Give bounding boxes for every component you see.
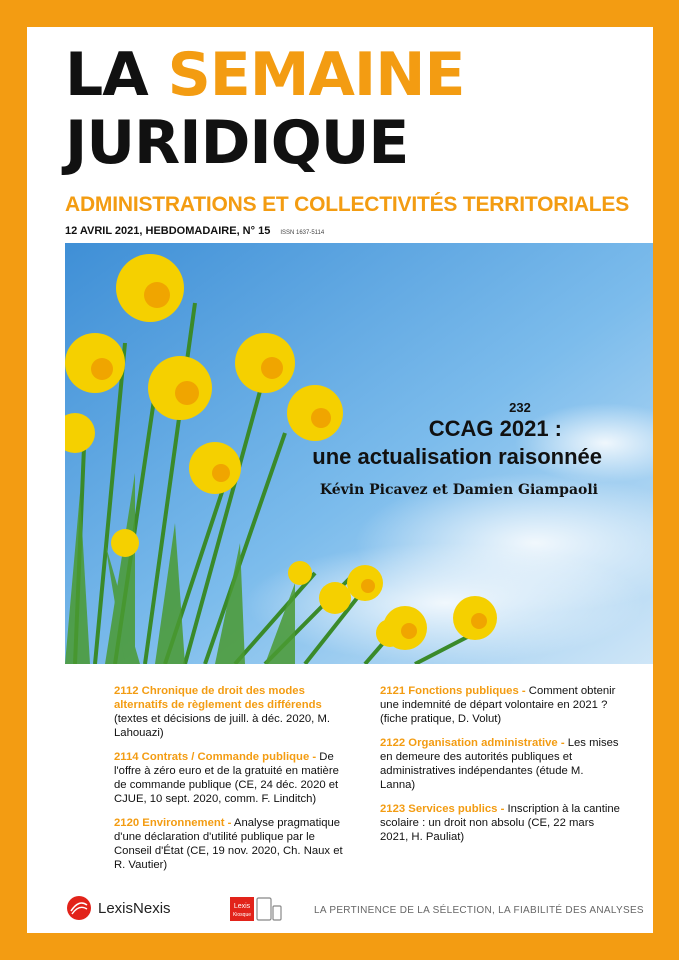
issn: ISSN 1637-5114	[280, 230, 325, 236]
feature-article[interactable]	[270, 400, 640, 498]
toc-entry-text: (textes et décisions de juill. à déc. 2020, M. Lahouazi)	[114, 713, 331, 739]
toc-entry-number: 2112	[114, 685, 139, 697]
toc-entry[interactable]	[380, 684, 620, 726]
footer	[0, 895, 679, 925]
phone-icon	[273, 906, 281, 920]
toc-entry-number: 2120	[114, 817, 140, 829]
feature-title-line2: une actualisation raisonnée	[312, 443, 602, 469]
toc-entry[interactable]	[114, 684, 354, 740]
footer-tagline: LA PERTINENCE DE LA SÉLECTION, LA FIABILITÉ DES ANALYSES	[314, 905, 644, 916]
toc-entry-number: 2114	[114, 751, 139, 763]
toc-right-column	[380, 684, 620, 854]
lexis-kiosque-badge-art	[230, 895, 282, 923]
toc-entry-number: 2121	[380, 685, 406, 697]
toc-entry[interactable]	[114, 750, 354, 806]
issue-date: 12 AVRIL 2021, HEBDOMADAIRE, N° 15	[65, 225, 271, 237]
toc-entry-category: Services publics -	[408, 803, 505, 815]
toc-entry-category: Organisation administrative -	[408, 737, 565, 749]
toc-entry-text: Les mises en demeure des autorités publiques et administratives indépendantes (étude M. Lanna)	[380, 737, 619, 791]
toc-entry[interactable]	[380, 736, 620, 792]
toc-entry-text: Comment obtenir une indemnité de départ volontaire en 2021 ? (fiche pratique, D. Volut)	[380, 685, 616, 725]
kiosque-line2: Kiosque	[232, 912, 252, 918]
toc-entry-number: 2122	[380, 737, 406, 749]
toc-entry-category: Environnement -	[142, 817, 232, 829]
masthead-title-line1	[65, 40, 465, 110]
toc-entry-category: Contrats / Commande publique -	[141, 751, 317, 763]
lexisnexis-logo-icon	[66, 895, 92, 921]
toc-entry-text: Analyse pragmatique d'une déclaration d'utilité publique par le Conseil d'État (CE, 19 nov. 2020, Ch. Naux et R. Vautier)	[114, 817, 343, 871]
lexisnexis-logo[interactable]	[66, 895, 171, 921]
issue-dateline	[65, 225, 324, 237]
toc-left-column	[114, 684, 354, 882]
toc-entry-number: 2123	[380, 803, 406, 815]
title-word-la: LA	[65, 40, 148, 110]
lexis-kiosque-badge[interactable]	[230, 895, 282, 923]
tablet-icon	[257, 898, 271, 920]
lexisnexis-wordmark: LexisNexis	[98, 899, 171, 917]
feature-authors: Kévin Picavez et Damien Giampaoli	[319, 482, 598, 498]
orange-edge	[653, 243, 679, 664]
feature-number: 232	[509, 400, 531, 415]
masthead-subtitle: ADMINISTRATIONS ET COLLECTIVITÉS TERRITORIALES	[65, 193, 630, 216]
title-word-semaine: SEMAINE	[167, 40, 465, 110]
toc-entry-text: De l'offre à zéro euro et de la gratuité en matière de commande publique (CE, 24 déc. 2020 et CJUE, 10 sept. 2020, comm. F. Linditch)	[114, 751, 339, 805]
masthead-title-line2: JURIDIQUE	[65, 108, 409, 178]
toc-entry-category: Fonctions publiques -	[408, 685, 526, 697]
feature-title-line1: CCAG 2021 :	[428, 416, 562, 441]
toc-entry-category: Chronique de droit des modes alternatifs de règlement des différends	[114, 685, 322, 711]
toc-entry[interactable]	[380, 802, 620, 844]
toc-entry[interactable]	[114, 816, 354, 872]
toc-entry-text: Inscription à la cantine scolaire : un droit non absolu (CE, 22 mars 2021, H. Pauliat)	[380, 803, 620, 843]
kiosque-line1: Lexis	[233, 903, 251, 910]
